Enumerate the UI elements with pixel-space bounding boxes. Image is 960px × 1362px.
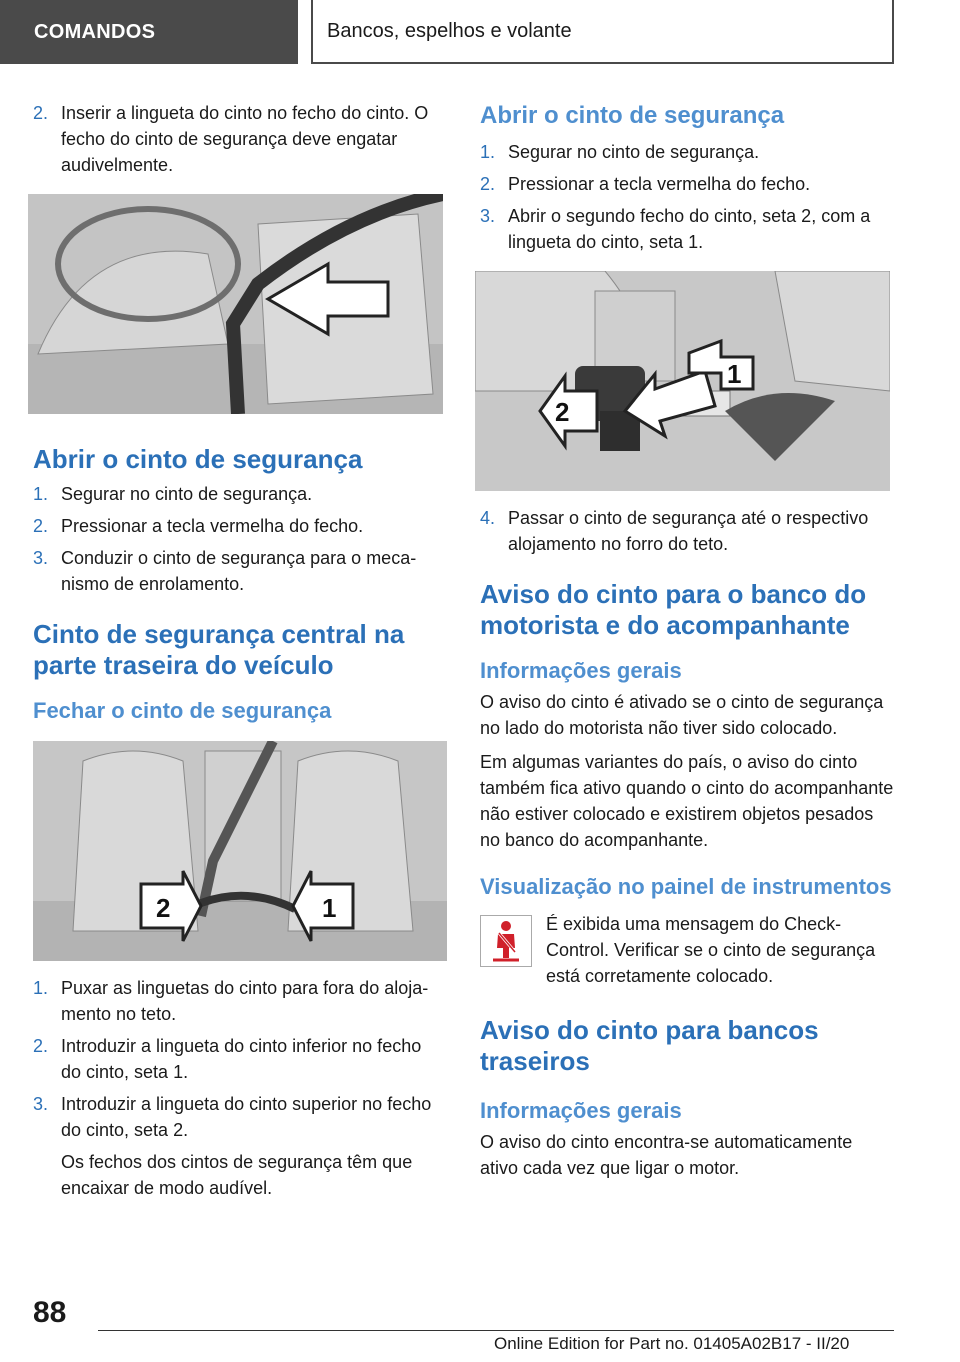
step-number: 3. xyxy=(33,1094,49,1114)
left-column xyxy=(33,100,443,1201)
section-heading: Abrir o cinto de segurança xyxy=(33,444,363,474)
subsection-heading: Visualização no painel de instrumentos xyxy=(480,874,892,899)
step-text: Pressionar a tecla vermelha do fecho. xyxy=(61,516,364,536)
step-number: 2. xyxy=(33,103,49,123)
list-item xyxy=(33,1033,443,1085)
list-item xyxy=(33,975,443,1027)
step-number: 3. xyxy=(480,206,496,226)
step-number: 2. xyxy=(33,516,49,536)
section-title: COMANDOS xyxy=(34,21,156,43)
step-text: Inserir a lingueta do cinto no fecho do cinto. O fecho do cinto de segurança deve engatar audivelmente. xyxy=(61,103,429,175)
open-steps-rear xyxy=(480,139,894,255)
close-steps xyxy=(33,975,443,1143)
arrow-label-1: 1 xyxy=(322,893,337,923)
figure-front-seat-belt xyxy=(28,194,443,414)
list-item xyxy=(480,171,894,197)
step-number: 1. xyxy=(33,484,49,504)
list-item xyxy=(33,1091,443,1143)
list-item xyxy=(33,513,443,539)
arrow-label-2: 2 xyxy=(555,397,570,427)
step-number: 3. xyxy=(33,548,49,568)
insert-steps xyxy=(33,100,443,178)
step-text: Introduzir a lingueta do cinto inferior no fecho do cinto, seta 1. xyxy=(61,1036,422,1082)
step-text: Segurar no cinto de segurança. xyxy=(61,484,313,504)
list-item xyxy=(33,100,443,178)
figure-rear-buckle xyxy=(475,271,890,491)
display-note xyxy=(480,911,894,989)
list-item xyxy=(33,545,443,597)
page-number: 88 xyxy=(33,1296,67,1329)
list-item xyxy=(480,505,894,557)
section-heading: Cinto de segurança central na parte traseira do veículo xyxy=(33,619,405,680)
step-number: 2. xyxy=(33,1036,49,1056)
paragraph: Em algumas variantes do país, o aviso do cinto também fica ativo quando o cinto do acompanhante não estiver colocado e existirem objetos pesados no banco do acompanhante. xyxy=(480,752,894,850)
step-text: Introduzir a lingueta do cinto superior no fecho do cinto, seta 2. xyxy=(61,1094,432,1140)
open-steps xyxy=(33,481,443,597)
list-item xyxy=(33,481,443,507)
paragraph: O aviso do cinto é ativado se o cinto de segurança no lado do motorista não tiver sido colocado. xyxy=(480,692,884,738)
section-heading: Aviso do cinto para o banco do motorista e do acompanhante xyxy=(480,579,867,640)
close-note: Os fechos dos cintos de segurança têm que encaixar de modo audível. xyxy=(61,1152,413,1198)
subsection-heading: Informações gerais xyxy=(480,658,682,683)
list-item xyxy=(480,139,894,165)
seatbelt-warning-icon xyxy=(480,915,532,967)
arrow-label-1: 1 xyxy=(727,359,742,389)
right-column xyxy=(480,100,894,1181)
step-text: Pressionar a tecla vermelha do fecho. xyxy=(508,174,811,194)
section-heading: Aviso do cinto para bancos traseiros xyxy=(480,1015,819,1076)
display-text: É exibida uma mensagem do Check-Control. Verificar se o cinto de segurança está corretamente colocado. xyxy=(546,914,876,986)
footer-divider xyxy=(98,1330,894,1331)
section-tab xyxy=(0,0,298,64)
step-number: 1. xyxy=(480,142,496,162)
arrow-label-2: 2 xyxy=(156,893,171,923)
step-number: 1. xyxy=(33,978,49,998)
step-number: 2. xyxy=(480,174,496,194)
chapter-title: Bancos, espelhos e volante xyxy=(327,20,572,42)
footer-edition: Online Edition for Part no. 01405A02B17 - II/20 xyxy=(494,1334,850,1353)
figure-rear-center-belt xyxy=(33,741,447,961)
paragraph: O aviso do cinto encontra-se automaticamente ativo cada vez que ligar o motor. xyxy=(480,1132,853,1178)
step-text: Abrir o segundo fecho do cinto, seta 2, com a lingueta do cinto, seta 1. xyxy=(508,206,871,252)
section-heading: Abrir o cinto de segurança xyxy=(480,102,785,129)
route-steps xyxy=(480,505,894,557)
step-text: Passar o cinto de segurança até o respectivo alojamento no forro do teto. xyxy=(508,508,869,554)
step-text: Segurar no cinto de segurança. xyxy=(508,142,760,162)
subsection-heading: Informações gerais xyxy=(480,1098,682,1123)
subsection-heading: Fechar o cinto de segurança xyxy=(33,698,332,723)
step-text: Puxar as linguetas do cinto para fora do alojamento no teto. xyxy=(61,978,429,1024)
chapter-header xyxy=(311,0,894,64)
step-number: 4. xyxy=(480,508,496,528)
list-item xyxy=(480,203,894,255)
step-text: Conduzir o cinto de segurança para o mecanismo de enrolamento. xyxy=(61,548,417,594)
